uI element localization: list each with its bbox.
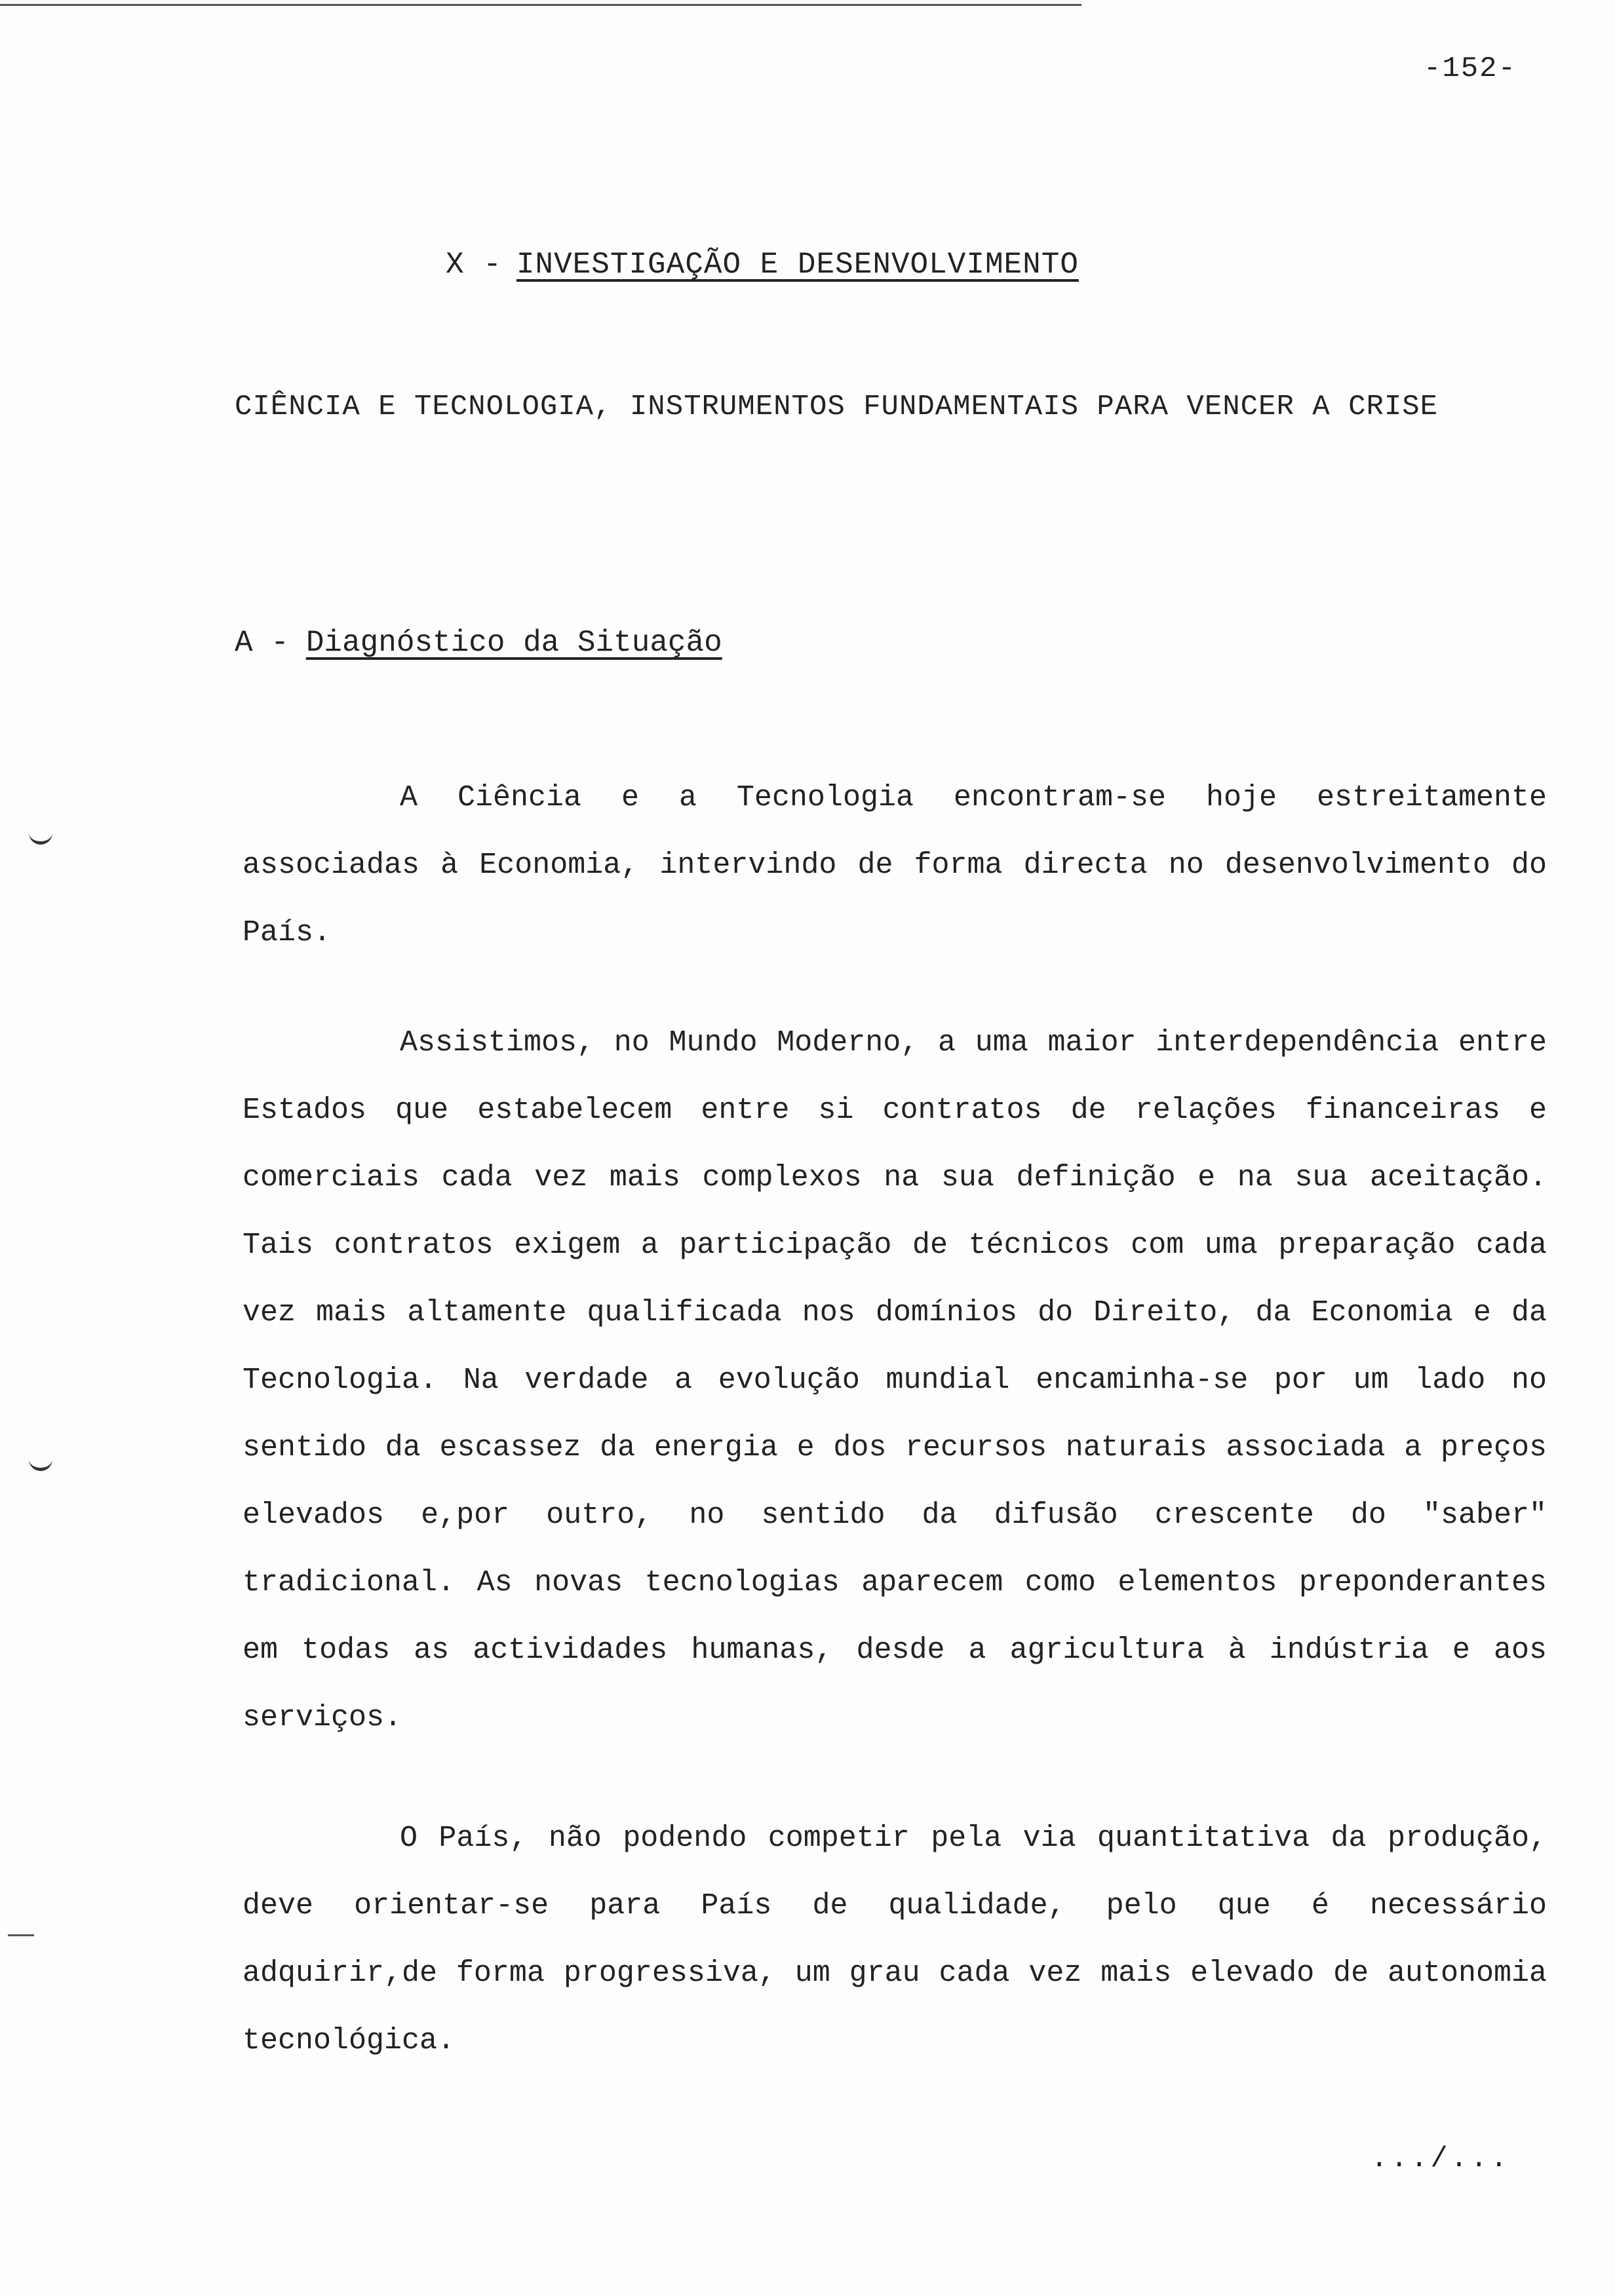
top-rule bbox=[0, 4, 1081, 6]
chapter-title: INVESTIGAÇÃO E DESENVOLVIMENTO bbox=[516, 248, 1079, 282]
chapter-number: X - bbox=[446, 248, 502, 282]
margin-dash bbox=[8, 1934, 34, 1936]
margin-check-mark bbox=[29, 827, 52, 845]
paragraph-1: A Ciência e a Tecnologia encontram-se hoje estreitamente associadas à Economia, intervindo de forma directa no desenvolvimento do País. bbox=[243, 781, 1547, 949]
chapter-heading bbox=[446, 248, 1079, 282]
section-title: Diagnóstico da Situação bbox=[305, 626, 722, 660]
paragraph-3: O País, não podendo competir pela via quantitativa da produção, deve orientar-se para País de qualidade, pelo que é necessário adquirir,de forma progressiva, um grau cada vez mais elevado de autonomia tecnológica. bbox=[243, 1822, 1547, 2057]
main-title: CIÊNCIA E TECNOLOGIA, INSTRUMENTOS FUNDAMENTAIS PARA VENCER A CRISE bbox=[235, 391, 1439, 423]
margin-check-mark bbox=[29, 1453, 52, 1471]
section-label: A - bbox=[235, 626, 289, 660]
section-heading bbox=[235, 626, 722, 660]
page-number: -152- bbox=[1423, 52, 1517, 85]
continuation-mark: .../... bbox=[1371, 2143, 1510, 2175]
paragraph-2: Assistimos, no Mundo Moderno, a uma maior interdependência entre Estados que estabelecem entre si contratos de relações financeiras e comerciais cada vez mais complexos na sua definição e na sua aceitação. Tais contratos exigem a participação de técnicos com uma preparação cada vez mais altamente qualificada nos domínios do Direito, da Economia e da Tecnologia. Na verdade a evolução mundial encaminha-se por um lado no sentido da escassez da energia e dos recursos naturais associada a preços elevados e,por outro, no sentido da difusão crescente do "saber" tradicional. As novas tecnologias aparecem como elementos preponderantes em todas as actividades humanas, desde a agricultura à indústria e aos serviços. bbox=[243, 1026, 1547, 1734]
